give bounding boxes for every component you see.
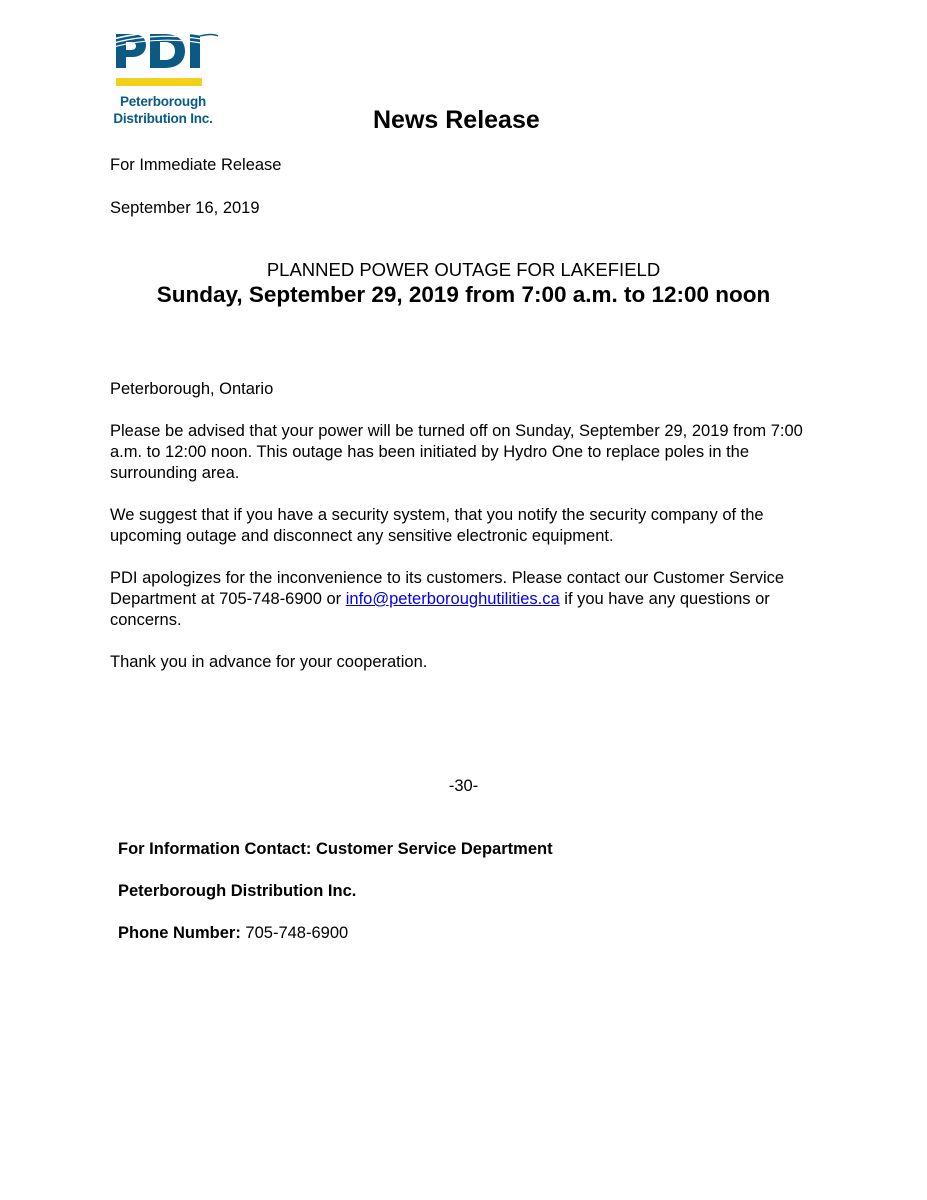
document-title: News Release xyxy=(373,106,540,134)
paragraph-contact xyxy=(110,568,810,631)
end-mark: -30- xyxy=(448,777,479,795)
logo-line-2: Distribution Inc. xyxy=(113,111,213,126)
email-link[interactable]: info@peterboroughutilities.ca xyxy=(345,590,560,608)
closing-line: Thank you in advance for your cooperation. xyxy=(110,653,428,671)
contact-phone xyxy=(118,924,348,943)
paragraph-2-text: We suggest that if you have a security system, that you notify the security company of the upcoming outage and disconnect any sensitive electronic equipment. xyxy=(110,506,764,545)
logo-line-1: Peterborough xyxy=(119,94,207,109)
contact-company: Peterborough Distribution Inc. xyxy=(118,882,357,900)
release-type: For Immediate Release xyxy=(110,156,282,174)
pdi-logo xyxy=(104,30,224,130)
paragraph-1-text: Please be advised that your power will be turned off on Sunday, September 29, 2019 from 7:00 a.m. to 12:00 noon. This outage has been initiated by Hydro One to replace poles in the surrounding area. xyxy=(110,422,803,482)
phone-label: Phone Number: xyxy=(118,924,241,942)
pdi-logo-mark xyxy=(104,30,224,92)
logo-company-name xyxy=(104,93,222,127)
headline: PLANNED POWER OUTAGE FOR LAKEFIELD xyxy=(266,259,661,280)
subheadline: Sunday, September 29, 2019 from 7:00 a.m. to 12:00 noon xyxy=(156,282,771,307)
location-line: Peterborough, Ontario xyxy=(110,380,274,398)
release-date: September 16, 2019 xyxy=(110,199,260,217)
paragraph-outage-notice xyxy=(110,421,810,484)
paragraph-security xyxy=(110,505,810,547)
paragraph-3-text xyxy=(110,568,810,631)
phone-value: 705-748-6900 xyxy=(240,924,349,942)
contact-info-line: For Information Contact: Customer Service Department xyxy=(118,840,553,858)
paragraph-3-before: PDI apologizes for the inconvenience to its customers. Please contact our Customer Service Department at 705-748-6900 or xyxy=(110,569,785,608)
paragraph-3-after: if you have any questions or concerns. xyxy=(110,590,770,629)
